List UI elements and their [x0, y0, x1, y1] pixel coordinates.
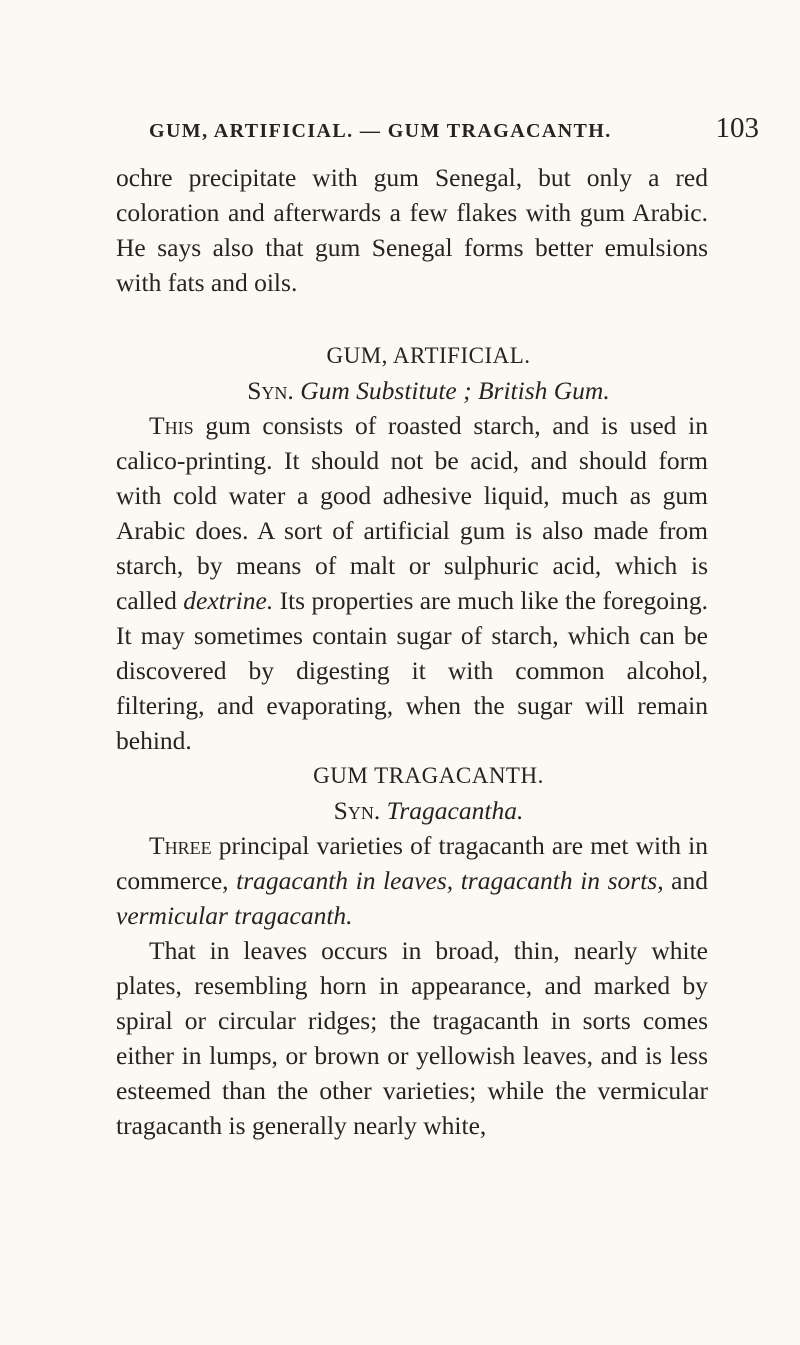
synonym-text: Tragacantha. [386, 796, 524, 825]
italic-term-dextrine: dextrine. [183, 586, 274, 615]
synonym-label: Syn. [247, 376, 294, 405]
page-body [116, 160, 708, 1143]
italic-term-sorts: tragacanth in sorts, [460, 866, 664, 895]
synonym-label: Syn. [333, 796, 381, 825]
paragraph-lead-word: This [149, 411, 194, 440]
intro-paragraph: ochre precipitate with gum Senegal, but only a red coloration and afterwards a few flakes with gum Arabic. He says also that gum Senegal forms better emulsions with fats and oils. [116, 163, 708, 297]
paragraph-lead-word: Three [149, 831, 212, 860]
paragraph-text: principal varieties of tragacanth are met with in commerce, [116, 831, 708, 895]
paragraph-leaves-description: That in leaves occurs in broad, thin, nearly white plates, resembling horn in appearance, and marked by spiral or circular ridges; the tragacanth in sorts comes either in lumps, or brown or yellowish leaves, and is less esteemed than the other varieties; while the vermicular tragacanth is generally nearly white, [116, 936, 708, 1140]
paragraph-varieties [116, 828, 708, 933]
paragraph-text: and [663, 866, 709, 895]
paragraph-text [453, 866, 461, 895]
running-title: GUM, ARTIFICIAL. — GUM TRAGACANTH. [149, 120, 612, 142]
italic-term-vermicular: vermicular tragacanth. [116, 901, 353, 930]
synonym-text: Gum Substitute ; British Gum. [300, 376, 610, 405]
synonym-line-gum-tragacanth [116, 793, 708, 828]
section-heading-gum-tragacanth: GUM TRAGACANTH. [313, 763, 544, 788]
page-number: 103 [715, 112, 759, 144]
running-header [149, 112, 759, 145]
paragraph-text: gum consists of roasted starch, and is used in calico-printing. It should not be acid, and should form with cold water a good adhesive liquid, much as gum Arabic does. A sort of artificial gum is also made from starch, by means of malt or sulphuric acid, which is called [116, 411, 708, 615]
italic-term-leaves: tragacanth in leaves, [236, 866, 454, 895]
section-heading-gum-artificial: GUM, ARTIFICIAL. [326, 343, 531, 368]
synonym-line-gum-artificial [116, 373, 708, 408]
paragraph-gum-artificial [116, 408, 708, 758]
paragraph-text: Its properties are much like the foregoing. It may sometimes contain sugar of starch, which can be discovered by digesting it with common alcohol, filtering, and evaporating, when the sugar will remain behind. [116, 586, 709, 755]
